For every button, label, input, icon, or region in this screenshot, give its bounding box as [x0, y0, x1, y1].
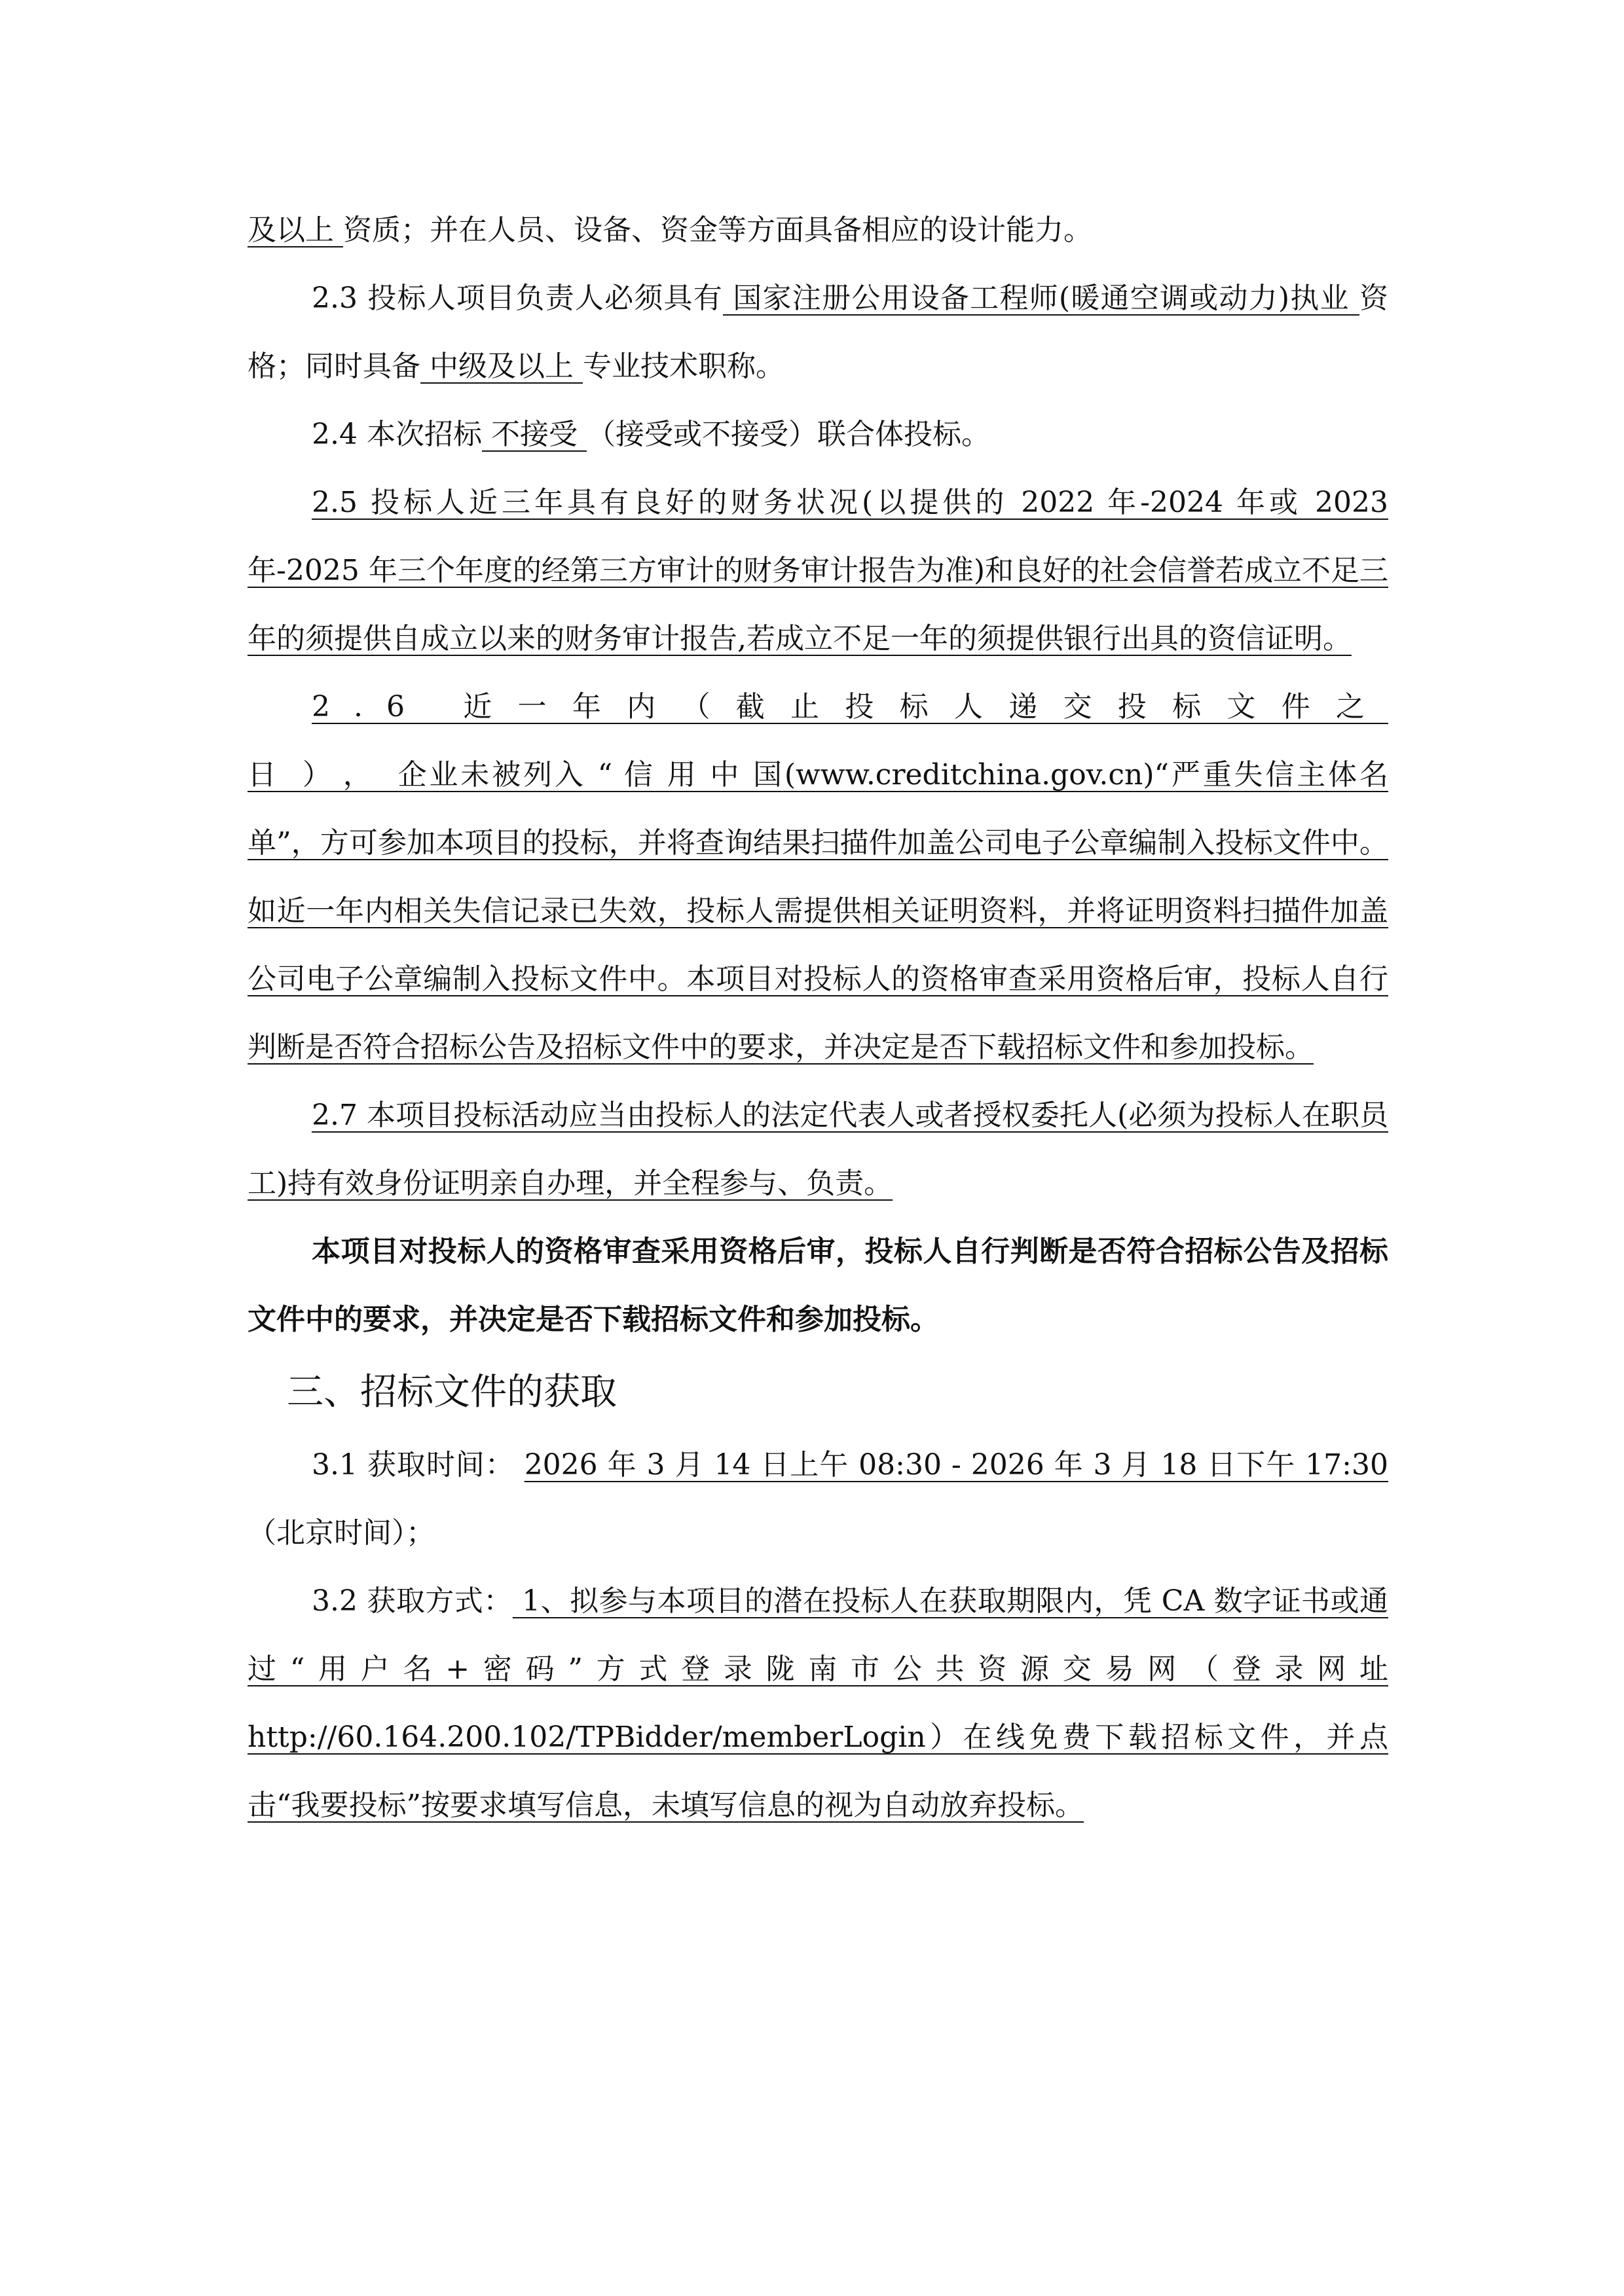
- document-page: [248, 196, 1388, 1840]
- clause-2-7: [248, 1082, 1388, 1218]
- clause-2-3-lead: 2.3 投标人项目负责人必须具有: [312, 282, 724, 315]
- clause-2-3-qualification: 国家注册公用设备工程师(暖通空调或动力)执业: [723, 282, 1359, 315]
- clause-2-3-end: 专业技术职称。: [582, 350, 784, 383]
- clause-3-1: [248, 1431, 1388, 1567]
- clause-2-4: [248, 401, 1388, 469]
- clause-3-2-method: 1、拟参与本项目的潜在投标人在获取期限内，凭 CA 数字证书或通过“用户名+密码”方式登录陇南市公共资源交易网（登录网址 http://60.164.200.102/TPBidder/memberLogin）在线免费下载招标文件，并点击“我要投标”按要求填写信息，未填写信息的视为自动放弃投标。: [248, 1584, 1388, 1822]
- clause-2-3-title-level: 中级及以上: [420, 350, 583, 383]
- clause-2-6-lead: 2.6 近一年内（截止投标人递交投标文件之日），: [248, 690, 1388, 792]
- qualification-review-note: 本项目对投标人的资格审查采用资格后审，投标人自行判断是否符合招标公告及招标文件中的要求，并决定是否下载招标文件和参加投标。: [248, 1235, 1388, 1336]
- clause-2-5-text: 2.5 投标人近三年具有良好的财务状况(以提供的 2022 年-2024 年或 2023 年-2025 年三个年度的经第三方审计的财务审计报告为准)和良好的社会信誉若成立不足三年的须提供自成立以来的财务审计报告,若成立不足一年的须提供银行出具的资信证明。: [248, 486, 1388, 655]
- clause-3-1-lead: 3.1 获取时间：: [312, 1448, 525, 1482]
- clause-2-4-consortium-value: 不接受: [481, 418, 587, 451]
- clause-2-4-end: （接受或不接受）联合体投标。: [586, 418, 990, 451]
- clause-3-2: [248, 1567, 1388, 1840]
- clause-2-6: [248, 673, 1388, 1082]
- clause-2-2-tail-text: 资质；并在人员、设备、资金等方面具备相应的设计能力。: [343, 213, 1092, 247]
- clause-3-1-end: （北京时间）；: [248, 1516, 435, 1550]
- clause-2-3: [248, 264, 1388, 401]
- clause-3-1-time-range: 2026 年 3 月 14 日上午 08:30 - 2026 年 3 月 18 日下午 17:30: [524, 1448, 1388, 1482]
- qualification-level-underlined: 及以上: [248, 213, 343, 247]
- clause-2-6-text: 企业未被列入 “ 信 用 中 国(www.creditchina.gov.cn)“严重失信主体名单”，方可参加本项目的投标，并将查询结果扫描件加盖公司电子公章编制入投标文件中。如近一年内相关失信记录已失效，投标人需提供相关证明资料，并将证明资料扫描件加盖公司电子公章编制入投标文件中。本项目对投标人的资格审查采用资格后审，投标人自行判断是否符合招标公告及招标文件中的要求，并决定是否下载招标文件和参加投标。: [248, 758, 1388, 1064]
- section-3-title: 三、招标文件的获取: [287, 1371, 617, 1413]
- clause-3-2-lead: 3.2 获取方式：: [312, 1584, 513, 1618]
- clause-2-4-lead: 2.4 本次招标: [312, 418, 482, 451]
- clause-2-2-tail: [248, 196, 1388, 264]
- clause-2-7-text: 2.7 本项目投标活动应当由投标人的法定代表人或者授权委托人(必须为投标人在职员工)持有效身份证明亲自办理，并全程参与、负责。: [248, 1099, 1388, 1200]
- clause-2-3-middle: 资格；同时具备: [248, 282, 1388, 383]
- clause-2-5: [248, 469, 1388, 673]
